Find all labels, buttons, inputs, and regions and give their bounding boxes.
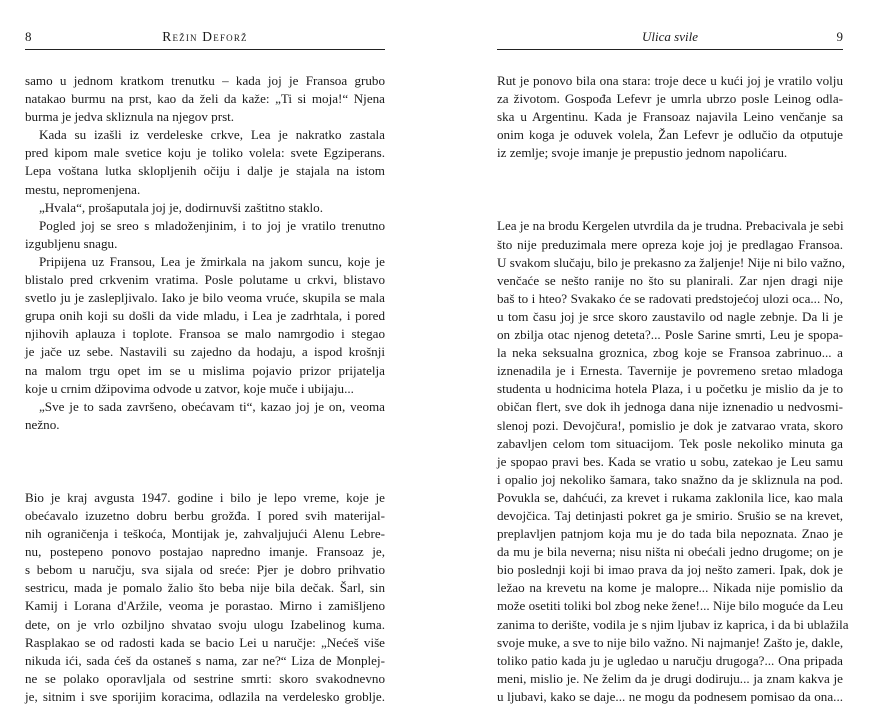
text-line: U svakom slučaju, bilo je prekasno za žaljenje! Nije ni bilo važno, — [497, 254, 845, 270]
text-line: bio poslednji koji bi imao prava da joj nešto zameri. Ipak, dok je — [497, 562, 843, 578]
left-page — [25, 0, 385, 704]
text-line: nu, postepeno ponovo postajao napredno imanje. Fransoaz je, — [25, 544, 385, 560]
text-line: Povukla se, dahćući, za krevet i rukama zaklonila lice, kao mala — [497, 489, 843, 505]
text-line: obećavalo izuzetno dobru berbu grožđa. I pored svih materijal- — [25, 507, 385, 523]
text-line: nežno. — [25, 416, 60, 432]
right-section-1 — [497, 72, 843, 162]
text-line: venčaće se nešto ranije no što su planirali. Zar njen dragi nije — [497, 272, 843, 288]
right-page-body — [497, 72, 849, 706]
text-line: ska u Argentinu. Kada je Fransoaz najavila Leino venčanje sa — [497, 109, 843, 125]
text-line: da mu je bila neverna; nisu ništa ni obećali jedno drugome; on je — [497, 544, 843, 560]
text-line: preplavljen patnjom koja mu je do tada bila nepoznata. Znao je — [497, 526, 843, 542]
left-running-head: Režin Deforž — [162, 29, 248, 44]
text-line: za životom. Gospođa Lefevr je umrla ubrzo posle Leinog odla- — [497, 91, 843, 107]
text-line: iz zemlje; svoje imanje je prepustio jednom napolićaru. — [497, 145, 788, 161]
text-line: devojčica. Taj detinjasti pokret ga je smirio. Srušio se na krevet, — [497, 507, 843, 523]
text-line: on zbilja otac njenog deteta?... Posle Sarine smrti, Leu je spopa- — [497, 327, 843, 343]
right-page-number: 9 — [836, 29, 843, 44]
text-line: Lepa voštana lutka sklopljenih očiju i dalje je stajala na istom — [25, 163, 385, 179]
text-line: Bio je kraj avgusta 1947. godine i bilo je lepo vreme, koje je — [25, 489, 385, 505]
text-line: zabavljen celom tom situacijom. Tek posle nekoliko minuta ga — [497, 435, 843, 451]
text-line: u ljubavi, kako se daje... ne mogu da podnesem pomisao da ona... — [497, 688, 843, 704]
text-line: Rasplakao se od radosti kada se bacio Lei u naručje: „Nećeš više — [25, 634, 385, 650]
text-line: iznenadila je i Ernesta. Tavernije je povremeno sretao mladoga — [497, 363, 843, 379]
text-line: onim koga je oduvek volela, Žan Lefevr je odlučio da otputuje — [497, 127, 843, 143]
text-line: zanima to derište, vodila je s njim ljubav iz kaprica, i da bi ublažila — [497, 616, 849, 632]
text-line: burma je jedva skliznula na njegov prst. — [25, 109, 235, 125]
text-line: Lea je na brodu Kergelen utvrdila da je trudna. Prebacivala je sebi — [497, 218, 844, 234]
text-line: običan flert, sve dok ih jednoga dana nije iznenadio u nedvosmi- — [497, 399, 843, 415]
text-line: samo u jednom kratkom trenutku – kada joj je Fransoa grubo — [25, 73, 385, 88]
text-line: svetlo ju je zaslepljivalo. Iako je bilo veoma vruće, skupila se mala — [25, 290, 385, 306]
text-line: meni, mislio je. Ne želim da je drugi dodiruju... ja znam kakva je — [497, 670, 843, 686]
text-line: je jače uz sebe. Nastavili su zajedno da hodaju, a ispod krošnji — [25, 344, 385, 360]
text-line: dete, on je vrlo ozbiljno shvatao svoju ulogu Izabelinog kuma. — [25, 616, 385, 632]
left-page-body — [25, 72, 385, 706]
text-line: je spopao pravi bes. Kada se vratio u sobu, zatekao je Leu samu — [497, 453, 843, 469]
text-line: sestricu, mada je pomalo žalio što beba nije bila dečak. Šarl, sin — [25, 580, 385, 596]
text-line: s bebom u naručju, sva sijala od sreće: Pjer je dobro prihvatio — [25, 562, 385, 578]
text-line: izgubljenu snagu. — [25, 235, 118, 251]
text-line: na malom trgu opet im se u mislima pojavio prizor prijatelja — [25, 362, 385, 378]
text-line: blistalo pred crkvenim vratima. Posle polutame u crkvi, blistavo — [25, 272, 385, 288]
text-line: slenoj pozi. Devojčura!, pomislio je dok je zatvarao vrata, skoro — [497, 417, 843, 433]
text-line: studenta u hodnicima hotela Plaza, i u početku je mislio da je to — [497, 381, 843, 397]
text-line: mestu, nepromenjena. — [25, 181, 141, 197]
left-page-number: 8 — [25, 29, 32, 44]
text-line: natakao burmu na prst, kao da želi da kaže: „Ti si moja!“ Njena — [25, 91, 385, 107]
left-page-header — [25, 27, 385, 50]
right-page-header — [497, 27, 843, 50]
text-line: koje u crnim džipovima odvode u zatvor, koje muče i ubijaju... — [25, 380, 354, 396]
text-line: svoje muke, a sve to nije bilo važno. Ni najmanje! Zašto je, dakle, — [497, 634, 844, 650]
text-line: je, sitnim i sve sporijim koracima, odlazila na verdelesko groblje. — [25, 688, 385, 704]
text-line: „Hvala“, prošaputala joj je, dodirnuvši zaštitno staklo. — [39, 199, 323, 215]
text-line: nikuda ići, sada ćeš da ostaneš s nama, zar ne?“ Liza de Monplej- — [25, 652, 385, 668]
right-section-2 — [497, 217, 849, 706]
text-line: toliko patio kada ju je ugledao u naručju drugoga?... Ona pripada — [497, 652, 843, 668]
text-line: i opalio joj nekoliko šamara, tako snažno da je skliznula na pod. — [497, 471, 843, 487]
text-line: baš to i hteo? Svakako će se radovati predstojećoj ulozi oca... No, — [497, 290, 843, 306]
left-section-2 — [25, 489, 385, 706]
right-running-head: Ulica svile — [642, 29, 698, 44]
text-line: Pogled joj se sreo s mladoženjinim, i to joj je vratilo trenutno — [39, 217, 385, 233]
text-line: pred kipom male svetice koju je toliko volela: svete Egziperans. — [25, 145, 385, 161]
text-line: Pripijena uz Fransou, Lea je žmirkala na jakom suncu, koje je — [39, 253, 385, 269]
text-line: grupa onih koji su došli da vide mladu, i Lea je zadrhtala, i pored — [25, 308, 385, 324]
text-line: la neka seksualna groznica, zbog koje se Fransoa zabrinuo... a — [497, 345, 843, 361]
text-line: nih ograničenja i teškoća, Montijak je, zahvaljujući Alenu Lebre- — [25, 526, 385, 542]
text-line: Kamij i Lorana d'Aržile, veoma je porastao. Mirno i zamišljeno — [25, 598, 385, 614]
text-line: njihovih aplauza i toplote. Fransoa se malo namrgodio i stegao — [25, 326, 385, 342]
text-line: ležao na krevetu na kome je malopre... Nikada nije pomislio da — [497, 580, 843, 596]
right-page — [497, 0, 849, 704]
text-line: može osetiti toliki bol zbog neke žene!... Nije bilo moguće da Leu — [497, 598, 844, 614]
left-section-1 — [25, 72, 385, 434]
text-line: Kada su izašli iz verdeleske crkve, Lea je nakratko zastala — [39, 127, 385, 143]
text-line: „Sve je to sada završeno, obećavam ti“, kazao joj je on, veoma — [39, 398, 385, 414]
text-line: što nije preduzimala mere opreza koje joj je predlagao Fransoa. — [497, 236, 843, 252]
text-line: Rut je ponovo bila ona stara: troje dece u kući joj je vratilo volju — [497, 73, 843, 88]
text-line: ne se polako oporavljala od sestrine smrti: skoro svakodnevno — [25, 670, 385, 686]
text-line: u tom času joj je srce skoro zaustavilo od nagle zebnje. Da li je — [497, 308, 843, 324]
